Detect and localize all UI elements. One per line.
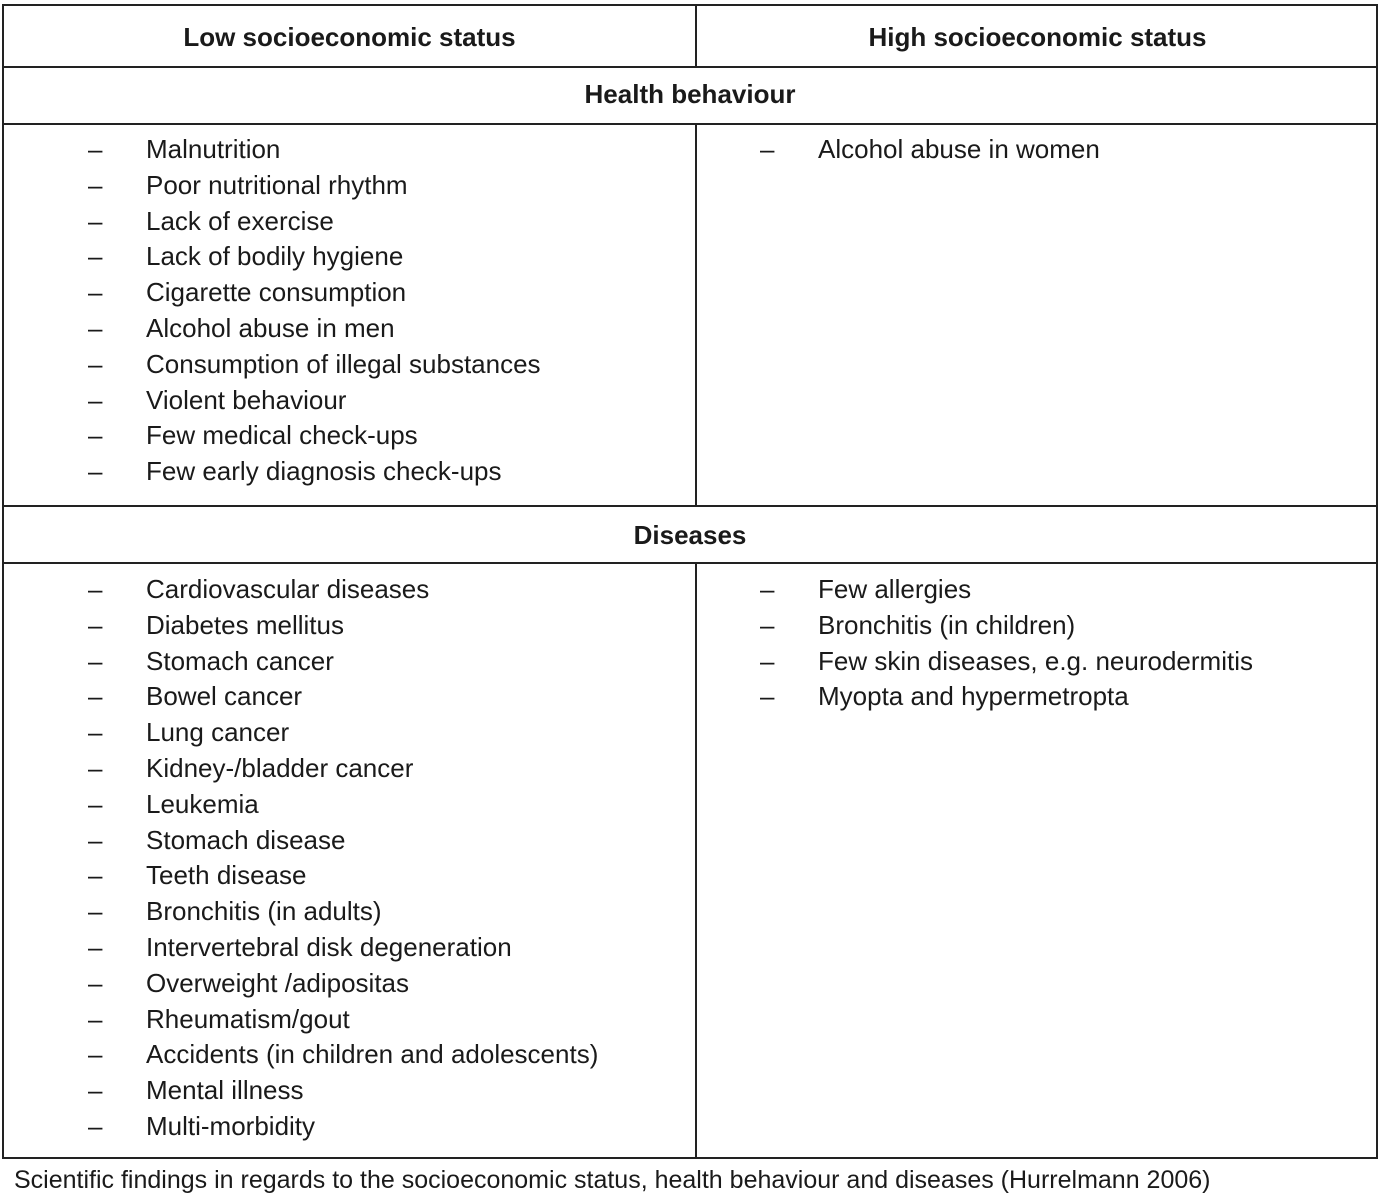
dash-bullet: – xyxy=(88,348,103,379)
row-divider xyxy=(4,66,1376,68)
list-item-text: Accidents (in children and adolescents) xyxy=(146,1039,599,1070)
list-item-text: Few allergies xyxy=(818,574,972,604)
list-item-text: Multi-morbidity xyxy=(146,1110,316,1141)
column-header-high: High socioeconomic status xyxy=(868,22,1207,52)
list-item-text: Violent behaviour xyxy=(146,384,347,415)
dash-bullet: – xyxy=(88,1003,103,1034)
dash-bullet: – xyxy=(88,574,103,604)
dash-bullet: – xyxy=(88,967,103,998)
list-item-text: Leukemia xyxy=(146,788,259,819)
dash-bullet: – xyxy=(88,1075,103,1106)
list-item-text: Cigarette consumption xyxy=(146,277,407,308)
section-title-health-behaviour: Health behaviour xyxy=(584,79,796,109)
findings-table xyxy=(2,4,1378,1159)
dash-bullet: – xyxy=(88,1039,103,1070)
dash-bullet: – xyxy=(88,456,103,487)
list-item-text: Bronchitis (in children) xyxy=(818,609,1076,640)
column-divider xyxy=(695,123,697,505)
dash-bullet: – xyxy=(88,896,103,927)
list-item-text: Rheumatism/gout xyxy=(146,1003,350,1034)
list-item-text: Alcohol abuse in women xyxy=(818,134,1100,164)
list-item-text: Few early diagnosis check-ups xyxy=(146,456,502,487)
dash-bullet: – xyxy=(88,931,103,962)
list-item-text: Stomach disease xyxy=(146,824,346,855)
list-item-text: Myopta and hypermetropta xyxy=(818,681,1129,712)
dash-bullet: – xyxy=(88,681,103,712)
list-item-text: Lack of bodily hygiene xyxy=(146,241,404,272)
list-item-text: Overweight /adipositas xyxy=(146,967,410,998)
dash-bullet: – xyxy=(88,420,103,451)
dash-bullet: – xyxy=(88,717,103,748)
list-item-text: Few medical check-ups xyxy=(146,420,418,451)
row-divider xyxy=(4,123,1376,125)
row-divider xyxy=(4,505,1376,507)
column-header-low: Low socioeconomic status xyxy=(183,22,516,52)
list-item-text: Lung cancer xyxy=(146,717,290,748)
list-item-text: Malnutrition xyxy=(146,134,281,164)
list-item-text: Intervertebral disk degeneration xyxy=(146,931,512,962)
list-item-text: Teeth disease xyxy=(146,860,307,891)
dash-bullet: – xyxy=(760,681,775,712)
dash-bullet: – xyxy=(88,645,103,676)
dash-bullet: – xyxy=(88,824,103,855)
table-caption: Scientific findings in regards to the socioeconomic status, health behaviour and diseases (Hurrelmann 2006) xyxy=(14,1166,1211,1194)
list-item-text: Bowel cancer xyxy=(146,681,303,712)
list-item-text: Diabetes mellitus xyxy=(146,609,344,640)
list-item-text: Poor nutritional rhythm xyxy=(146,169,408,200)
list-item-text: Alcohol abuse in men xyxy=(146,312,395,343)
list-item-text: Cardiovascular diseases xyxy=(146,574,430,604)
dash-bullet: – xyxy=(760,609,775,640)
dash-bullet: – xyxy=(88,241,103,272)
row-divider xyxy=(4,562,1376,564)
dash-bullet: – xyxy=(760,134,775,164)
column-divider xyxy=(695,562,697,1159)
list-item-text: Lack of exercise xyxy=(146,205,334,236)
section-title-diseases: Diseases xyxy=(633,520,747,550)
list-item-text: Kidney-/bladder cancer xyxy=(146,752,414,783)
dash-bullet: – xyxy=(88,134,103,164)
list-item-text: Consumption of illegal substances xyxy=(146,348,541,379)
dash-bullet: – xyxy=(88,1110,103,1141)
dash-bullet: – xyxy=(88,169,103,200)
list-item-text: Mental illness xyxy=(146,1075,304,1106)
dash-bullet: – xyxy=(88,860,103,891)
dash-bullet: – xyxy=(88,277,103,308)
dash-bullet: – xyxy=(88,609,103,640)
dash-bullet: – xyxy=(88,752,103,783)
dash-bullet: – xyxy=(88,384,103,415)
dash-bullet: – xyxy=(760,645,775,676)
dash-bullet: – xyxy=(88,312,103,343)
dash-bullet: – xyxy=(760,574,775,604)
dash-bullet: – xyxy=(88,788,103,819)
list-item-text: Stomach cancer xyxy=(146,645,334,676)
list-item-text: Few skin diseases, e.g. neurodermitis xyxy=(818,645,1253,676)
dash-bullet: – xyxy=(88,205,103,236)
list-item-text: Bronchitis (in adults) xyxy=(146,896,382,927)
